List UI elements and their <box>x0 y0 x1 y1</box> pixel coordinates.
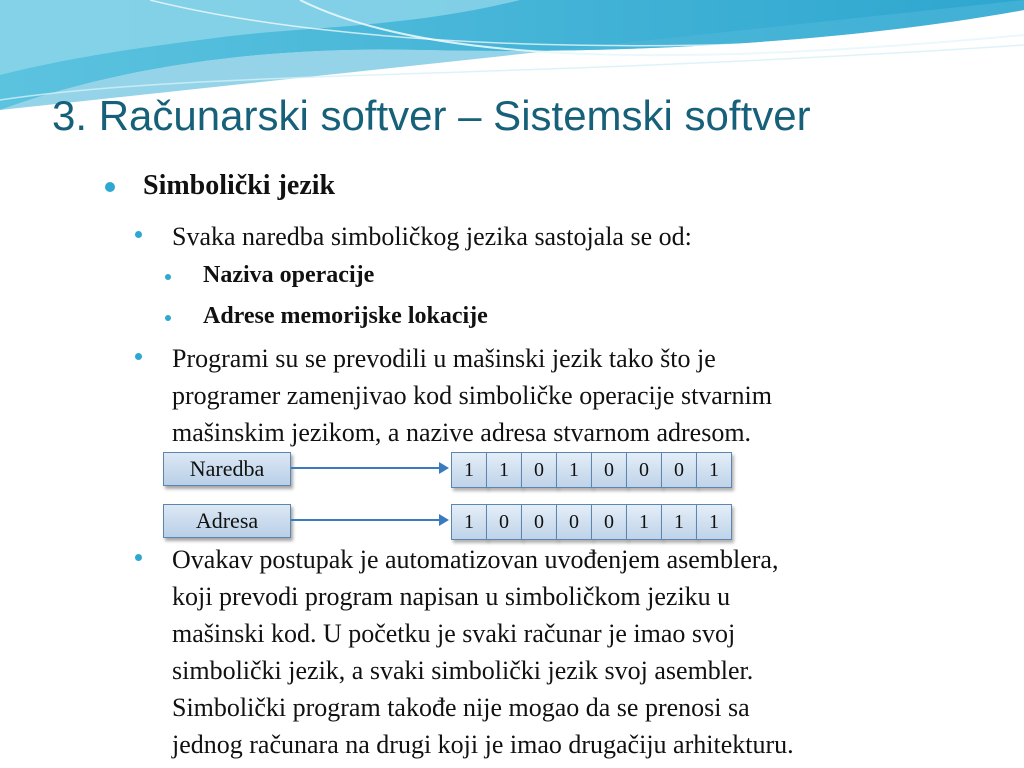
adresa-bit-row <box>452 504 732 540</box>
bullet-dot-icon <box>165 274 171 280</box>
bullet-line: Simbolički program takođe nije mogao da se prenosi sa <box>172 693 750 722</box>
bullet-line: mašinski kod. U početku je svaki računar je imao svoj <box>172 619 736 648</box>
sub-bullet-1 <box>165 262 374 289</box>
bit-cell: 0 <box>661 452 697 488</box>
bit-cell: 1 <box>556 452 592 488</box>
bullet-item-1 <box>135 218 692 255</box>
bit-cell: 0 <box>626 452 662 488</box>
bit-cell: 1 <box>451 452 487 488</box>
adresa-label-box: Adresa <box>163 504 291 538</box>
arrow-right-icon <box>291 519 447 521</box>
bullet-dot-icon <box>135 554 142 561</box>
bullet-line: koji prevodi program napisan u simboličkom jeziku u <box>172 582 731 611</box>
bullet-line: simbolički jezik, a svaki simbolički jezik svoj asembler. <box>172 656 754 685</box>
slide-title: 3. Računarski softver – Sistemski softver <box>52 92 811 139</box>
bullet-dot-icon <box>135 353 142 360</box>
bullet-item-2 <box>135 340 772 451</box>
bit-cell: 0 <box>521 452 557 488</box>
bullet-dot-icon <box>135 231 142 238</box>
bullet-line: Programi su se prevodili u mašinski jezik tako što je <box>172 344 716 373</box>
bullet-text: Adrese memorijske lokacije <box>203 303 488 329</box>
bullet-line: mašinskim jezikom, a nazive adresa stvarnom adresom. <box>172 418 752 447</box>
bullet-item-3 <box>135 541 794 763</box>
bullet-text: Svaka naredba simboličkog jezika sastojala se od: <box>172 222 692 251</box>
sub-bullet-2 <box>165 303 488 330</box>
bit-cell: 1 <box>626 504 662 540</box>
naredba-bit-row <box>452 452 732 488</box>
bit-cell: 1 <box>486 452 522 488</box>
bit-cell: 0 <box>591 504 627 540</box>
bullet-line: jednog računara na drugi koji je imao drugačiju arhitekturu. <box>172 730 794 759</box>
bullet-level1 <box>105 170 335 202</box>
bullet-line: programer zamenjivao kod simboličke operacije stvarnim <box>172 381 772 410</box>
bit-cell: 0 <box>591 452 627 488</box>
bullet-dot-icon <box>165 315 171 321</box>
bullet-dot-icon <box>105 182 115 192</box>
bit-cell: 1 <box>696 504 732 540</box>
bit-cell: 1 <box>661 504 697 540</box>
bit-cell: 0 <box>556 504 592 540</box>
bit-cell: 1 <box>696 452 732 488</box>
bullet-text: Naziva operacije <box>203 262 375 288</box>
bullet-line: Ovakav postupak je automatizovan uvođenjem asemblera, <box>172 545 779 574</box>
bullet-text: Simbolički jezik <box>143 170 336 201</box>
naredba-label-box: Naredba <box>163 452 291 486</box>
arrow-right-icon <box>291 467 447 469</box>
bit-cell: 0 <box>521 504 557 540</box>
bit-cell: 0 <box>486 504 522 540</box>
bit-cell: 1 <box>451 504 487 540</box>
